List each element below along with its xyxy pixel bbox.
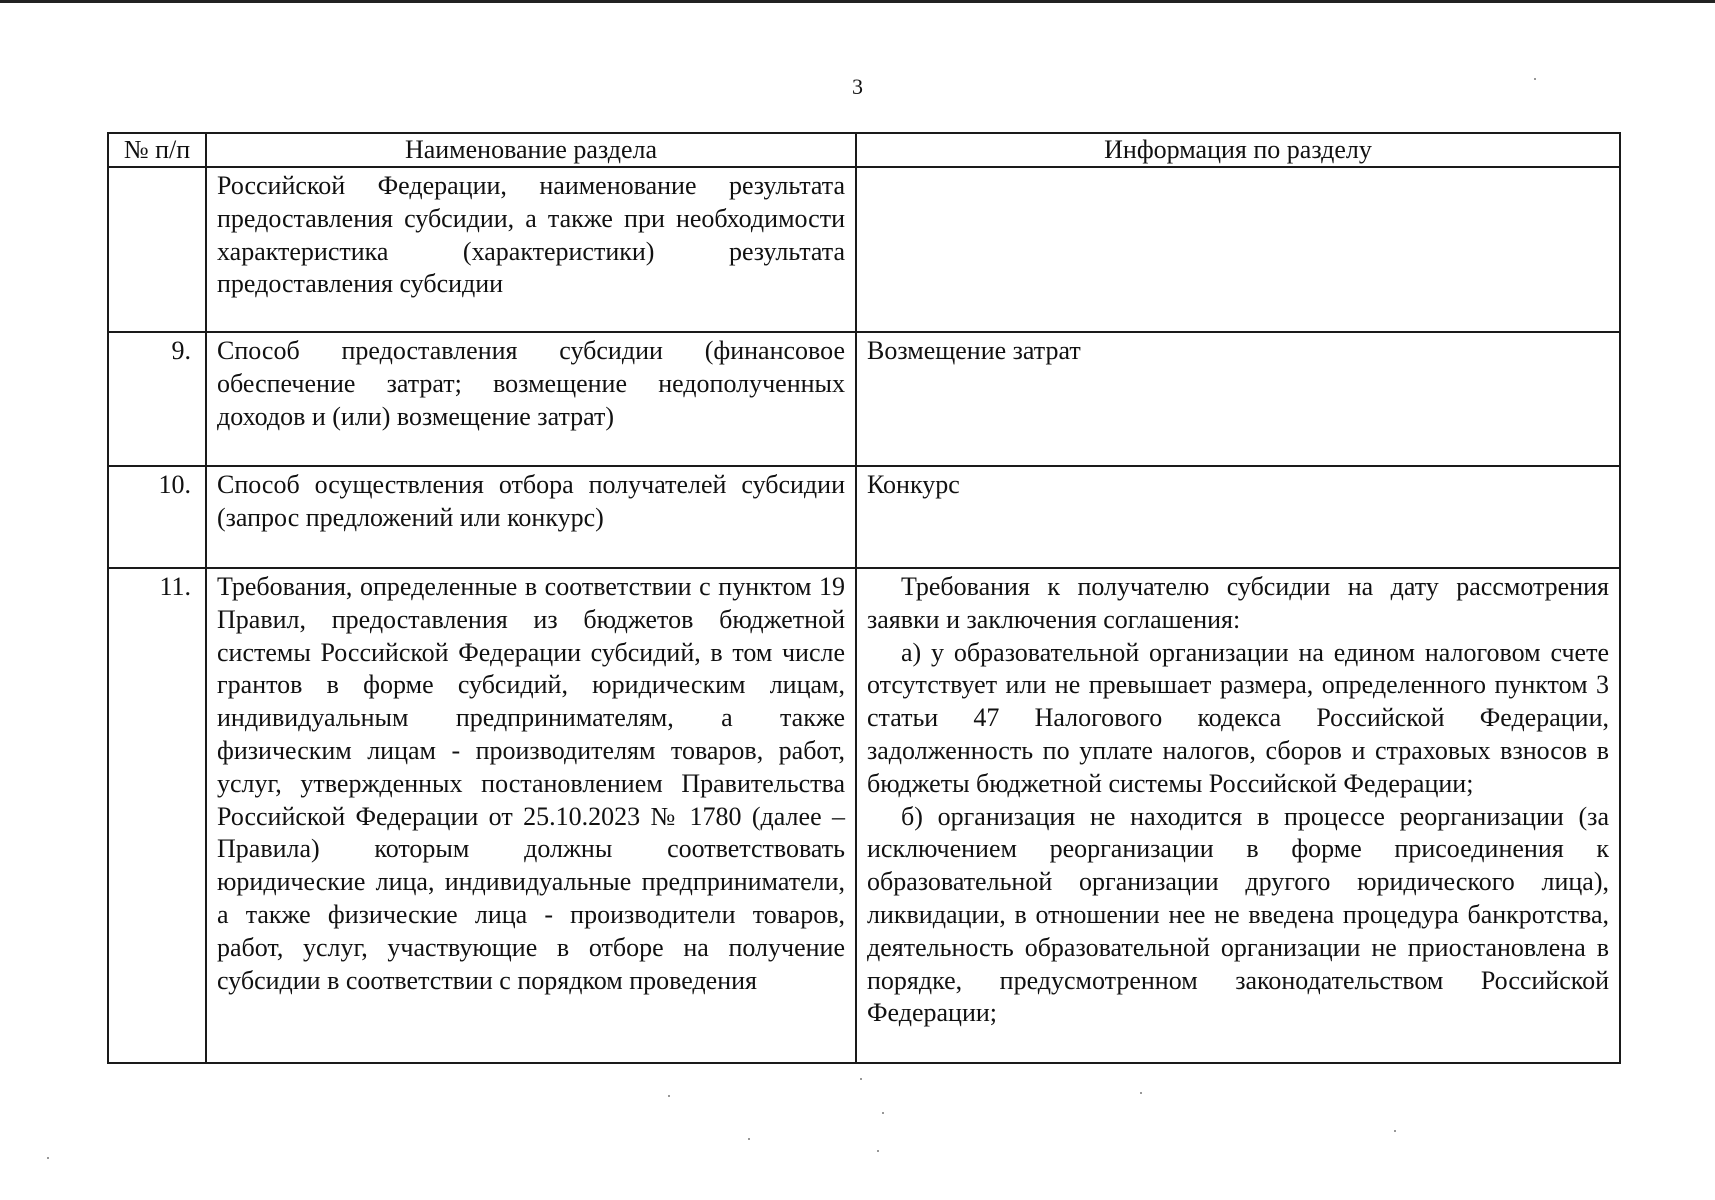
- section-info: [856, 466, 1620, 568]
- scan-speck: [882, 1112, 884, 1114]
- header-section-info: Информация по разделу: [856, 133, 1620, 167]
- section-name: Способ предоставления субсидии (финансовое обеспечение затрат; возмещение недополученных доходов и (или) возмещение затрат): [206, 332, 856, 466]
- section-name: Способ осуществления отбора получателей субсидии (запрос предложений или конкурс): [206, 466, 856, 568]
- scan-speck: [1534, 78, 1536, 80]
- table-row: [108, 466, 1620, 568]
- scan-speck: [668, 1095, 670, 1097]
- scan-speck: [1140, 1092, 1142, 1094]
- section-info: [856, 332, 1620, 466]
- table-row: [108, 167, 1620, 332]
- section-info: [856, 167, 1620, 332]
- scan-speck: [877, 1150, 879, 1152]
- header-section-name: Наименование раздела: [206, 133, 856, 167]
- info-paragraph: б) организация не находится в процессе реорганизации (за исключением реорганизации в форме присоединения к образовательной организации другого юридического лица), ликвидации, в отношении нее не введена процедура банкротства, деятельность образовательной организации не приостановлена в порядке, предусмотренном законодательством Российской Федерации;: [867, 801, 1609, 1028]
- row-number: 11.: [108, 568, 206, 1063]
- section-name: Требования, определенные в соответствии с пунктом 19 Правил, предоставления из бюджетов бюджетной системы Российской Федерации субсидий, в том числе грантов в форме субсидий, юридическим лицам, индивидуальным предпринимателям, а также физическим лицам - производителям товаров, работ, услуг, утвержденных постановлением Правительства Российской Федерации от 25.10.2023 № 1780 (далее – Правила) которым должны соответствовать юридические лица, индивидуальные предприниматели, а также физические лица - производители товаров, работ, услуг, участвующие в отборе на получение субсидии в соответствии с порядком проведения: [206, 568, 856, 1063]
- page-number: 3: [852, 74, 863, 99]
- info-paragraph: а) у образовательной организации на едином налоговом счете отсутствует или не превышает размера, определенного пунктом 3 статьи 47 Налогового кодекса Российской Федерации, задолженность по уплате налогов, сборов и страховых взносов в бюджеты бюджетной системы Российской Федерации;: [867, 637, 1609, 798]
- section-info: [856, 568, 1620, 1063]
- row-number: 10.: [108, 466, 206, 568]
- table-header-row: [108, 133, 1620, 167]
- top-border-line: [0, 0, 1715, 3]
- info-paragraph: Возмещение затрат: [867, 336, 1081, 365]
- table-row: [108, 332, 1620, 466]
- row-number: 9.: [108, 332, 206, 466]
- info-paragraph: Требования к получателю субсидии на дату рассмотрения заявки и заключения соглашения:: [867, 572, 1609, 634]
- scan-speck: [1394, 1130, 1396, 1132]
- table-row: [108, 568, 1620, 1063]
- header-number: № п/п: [108, 133, 206, 167]
- info-paragraph: Конкурс: [867, 470, 960, 499]
- scan-speck: [748, 1138, 750, 1140]
- scan-speck: [860, 1078, 862, 1080]
- row-number: [108, 167, 206, 332]
- section-name: Российской Федерации, наименование результата предоставления субсидии, а также при необходимости характеристика (характеристики) результата предоставления субсидии: [206, 167, 856, 332]
- scan-speck: [47, 1157, 49, 1159]
- document-table: [107, 132, 1621, 1064]
